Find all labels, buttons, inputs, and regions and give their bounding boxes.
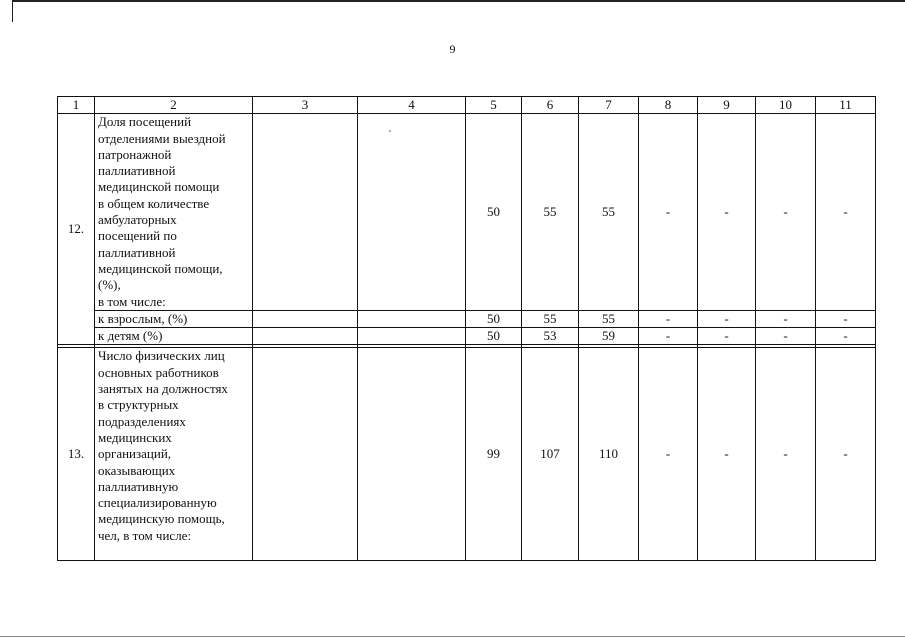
description-line: специализированную [98, 495, 217, 511]
description-line: (%), [98, 277, 121, 293]
description-line: оказывающих [98, 462, 176, 478]
description-line: медицинскую помощь, [98, 511, 225, 527]
value-cell: - [816, 114, 876, 311]
value-cell: 50 [466, 310, 522, 327]
scan-edge-left [12, 0, 13, 22]
value-cell: - [698, 114, 756, 311]
description-line: подразделениях [98, 413, 186, 429]
description-line: в структурных [98, 397, 179, 413]
description-line: патронажной [98, 146, 172, 162]
description-line: медицинской помощи [98, 179, 220, 195]
value-cell: 55 [522, 114, 579, 311]
page-number: 9 [449, 42, 456, 56]
table-row [58, 114, 876, 311]
empty-cell [358, 310, 466, 327]
empty-cell [358, 114, 466, 311]
value-cell: - [698, 310, 756, 327]
column-header: 9 [698, 97, 756, 114]
description-line: Число физических лиц [98, 348, 225, 364]
value-cell: 59 [579, 328, 639, 345]
subrow-label: к детям (%) [95, 328, 253, 345]
empty-cell [253, 114, 358, 311]
value-cell: 55 [579, 310, 639, 327]
value-cell: 99 [466, 348, 522, 561]
value-cell: 110 [579, 348, 639, 561]
row-index: 12. [58, 114, 95, 345]
value-cell: - [698, 328, 756, 345]
description-line: паллиативной [98, 163, 176, 179]
description-line: основных работников [98, 364, 219, 380]
value-cell: - [756, 114, 816, 311]
column-header: 2 [95, 97, 253, 114]
description-line: медицинской помощи, [98, 260, 223, 276]
value-cell: - [816, 310, 876, 327]
value-cell: - [639, 114, 698, 311]
column-header: 8 [639, 97, 698, 114]
description-line: чел, в том числе: [98, 527, 192, 543]
scan-edge-top [12, 0, 905, 2]
value-cell: 50 [466, 114, 522, 311]
value-cell: 107 [522, 348, 579, 561]
value-cell: - [816, 328, 876, 345]
table-header-row [58, 97, 876, 114]
description-line: организаций, [98, 446, 172, 462]
description-line: медицинских [98, 429, 172, 445]
empty-cell [253, 310, 358, 327]
row-index: 13. [58, 348, 95, 561]
value-cell: 55 [579, 114, 639, 311]
column-header: 3 [253, 97, 358, 114]
value-cell: - [816, 348, 876, 561]
indicator-table [57, 96, 876, 561]
indicator-description [95, 348, 253, 561]
value-cell: - [639, 328, 698, 345]
empty-cell [253, 348, 358, 561]
value-cell: - [756, 348, 816, 561]
description-line: паллиативной [98, 244, 176, 260]
column-header: 11 [816, 97, 876, 114]
description-line: амбулаторных [98, 212, 177, 228]
value-cell: 53 [522, 328, 579, 345]
indicator-description [95, 114, 253, 311]
column-header: 7 [579, 97, 639, 114]
value-cell: - [698, 348, 756, 561]
column-header: 10 [756, 97, 816, 114]
description-line: в общем количестве [98, 195, 210, 211]
description-line: занятых на должностях [98, 381, 228, 397]
value-cell: - [756, 328, 816, 345]
description-line: отделениями выездной [98, 130, 226, 146]
column-header: 4 [358, 97, 466, 114]
scan-speck [389, 130, 391, 132]
description-line: в том числе: [98, 293, 166, 309]
description-line: паллиативную [98, 478, 179, 494]
empty-cell [358, 328, 466, 345]
value-cell: - [756, 310, 816, 327]
table-subrow [58, 328, 876, 345]
table-row [58, 348, 876, 561]
column-header: 6 [522, 97, 579, 114]
column-header: 5 [466, 97, 522, 114]
value-cell: 50 [466, 328, 522, 345]
table-subrow [58, 310, 876, 327]
empty-cell [358, 348, 466, 561]
empty-cell [253, 328, 358, 345]
scan-edge-bottom [0, 636, 905, 637]
value-cell: - [639, 348, 698, 561]
column-header: 1 [58, 97, 95, 114]
description-line: посещений по [98, 228, 177, 244]
subrow-label: к взрослым, (%) [95, 310, 253, 327]
value-cell: 55 [522, 310, 579, 327]
value-cell: - [639, 310, 698, 327]
description-line: Доля посещений [98, 114, 192, 130]
